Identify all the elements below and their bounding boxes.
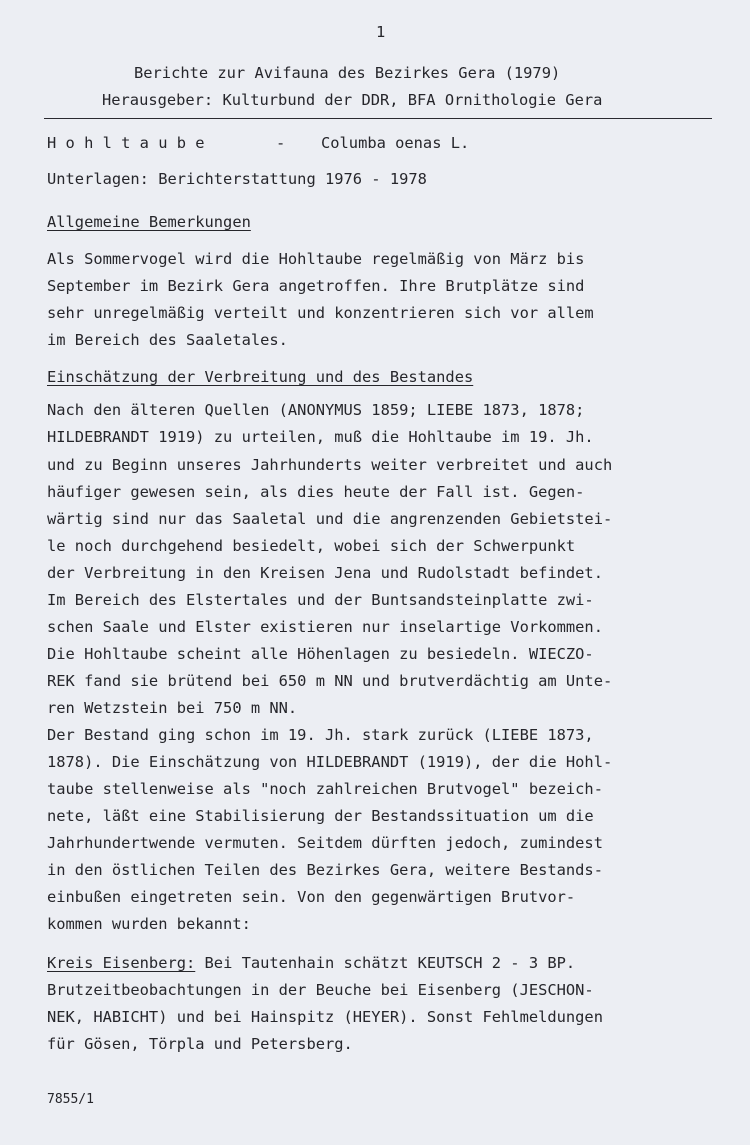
body-line: 1878). Die Einschätzung von HILDEBRANDT (1919), der die Hohl- <box>47 753 613 771</box>
body-line: kommen wurden bekannt: <box>47 915 251 933</box>
body-line: Brutzeitbeobachtungen in der Beuche bei Eisenberg (JESCHON- <box>47 981 594 999</box>
footer-code: 7855/1 <box>47 1092 94 1107</box>
page-number: 1 <box>376 23 386 41</box>
body-line: Als Sommervogel wird die Hohltaube regelmäßig von März bis <box>47 250 585 268</box>
section-kreis-eisenberg-first-line <box>47 956 575 971</box>
species-latin: Columba oenas L. <box>321 134 470 152</box>
body-line: Jahrhundertwende vermuten. Seitdem dürften jedoch, zumindest <box>47 834 603 852</box>
body-line: in den östlichen Teilen des Bezirkes Gera, weitere Bestands- <box>47 861 603 879</box>
kreis-eisenberg-label: Kreis Eisenberg: <box>47 954 196 972</box>
sources-line: Unterlagen: Berichterstattung 1976 - 1978 <box>47 170 427 188</box>
body-line: Nach den älteren Quellen (ANONYMUS 1859; LIEBE 1873, 1878; <box>47 401 585 419</box>
header-title: Berichte zur Avifauna des Bezirkes Gera (1979) <box>134 64 561 82</box>
body-line: NEK, HABICHT) und bei Hainspitz (HEYER). Sonst Fehlmeldungen <box>47 1008 603 1026</box>
section-heading-general: Allgemeine Bemerkungen <box>47 213 251 231</box>
body-line: häufiger gewesen sein, als dies heute der Fall ist. Gegen- <box>47 483 585 501</box>
body-line: und zu Beginn unseres Jahrhunderts weiter verbreitet und auch <box>47 456 613 474</box>
body-line: September im Bezirk Gera angetroffen. Ihre Brutplätze sind <box>47 277 585 295</box>
kreis-eisenberg-text: Bei Tautenhain schätzt KEUTSCH 2 - 3 BP. <box>195 954 576 972</box>
body-line: Die Hohltaube scheint alle Höhenlagen zu besiedeln. WIECZO- <box>47 645 594 663</box>
body-line: wärtig sind nur das Saaletal und die angrenzenden Gebietstei- <box>47 510 613 528</box>
body-line: taube stellenweise als "noch zahlreichen Brutvogel" bezeich- <box>47 780 603 798</box>
body-line: ren Wetzstein bei 750 m NN. <box>47 699 298 717</box>
body-line: sehr unregelmäßig verteilt und konzentrieren sich vor allem <box>47 304 594 322</box>
header-publisher: Herausgeber: Kulturbund der DDR, BFA Ornithologie Gera <box>102 91 603 109</box>
header-rule <box>44 118 712 119</box>
species-separator: - <box>276 134 286 152</box>
body-line: einbußen eingetreten sein. Von den gegenwärtigen Brutvor- <box>47 888 576 906</box>
species-name: H o h l t a u b e <box>47 134 205 152</box>
body-line: Der Bestand ging schon im 19. Jh. stark zurück (LIEBE 1873, <box>47 726 594 744</box>
section-heading-distribution: Einschätzung der Verbreitung und des Bestandes <box>47 368 474 386</box>
body-line: im Bereich des Saaletales. <box>47 331 288 349</box>
body-line: HILDEBRANDT 1919) zu urteilen, muß die Hohltaube im 19. Jh. <box>47 428 594 446</box>
body-line: der Verbreitung in den Kreisen Jena und Rudolstadt befindet. <box>47 564 603 582</box>
body-line: nete, läßt eine Stabilisierung der Bestandssituation um die <box>47 807 594 825</box>
body-line: für Gösen, Törpla und Petersberg. <box>47 1035 353 1053</box>
body-line: le noch durchgehend besiedelt, wobei sich der Schwerpunkt <box>47 537 576 555</box>
body-line: schen Saale und Elster existieren nur inselartige Vorkommen. <box>47 618 603 636</box>
body-line: Im Bereich des Elstertales und der Buntsandsteinplatte zwi- <box>47 591 594 609</box>
body-line: REK fand sie brütend bei 650 m NN und brutverdächtig am Unte- <box>47 672 613 690</box>
